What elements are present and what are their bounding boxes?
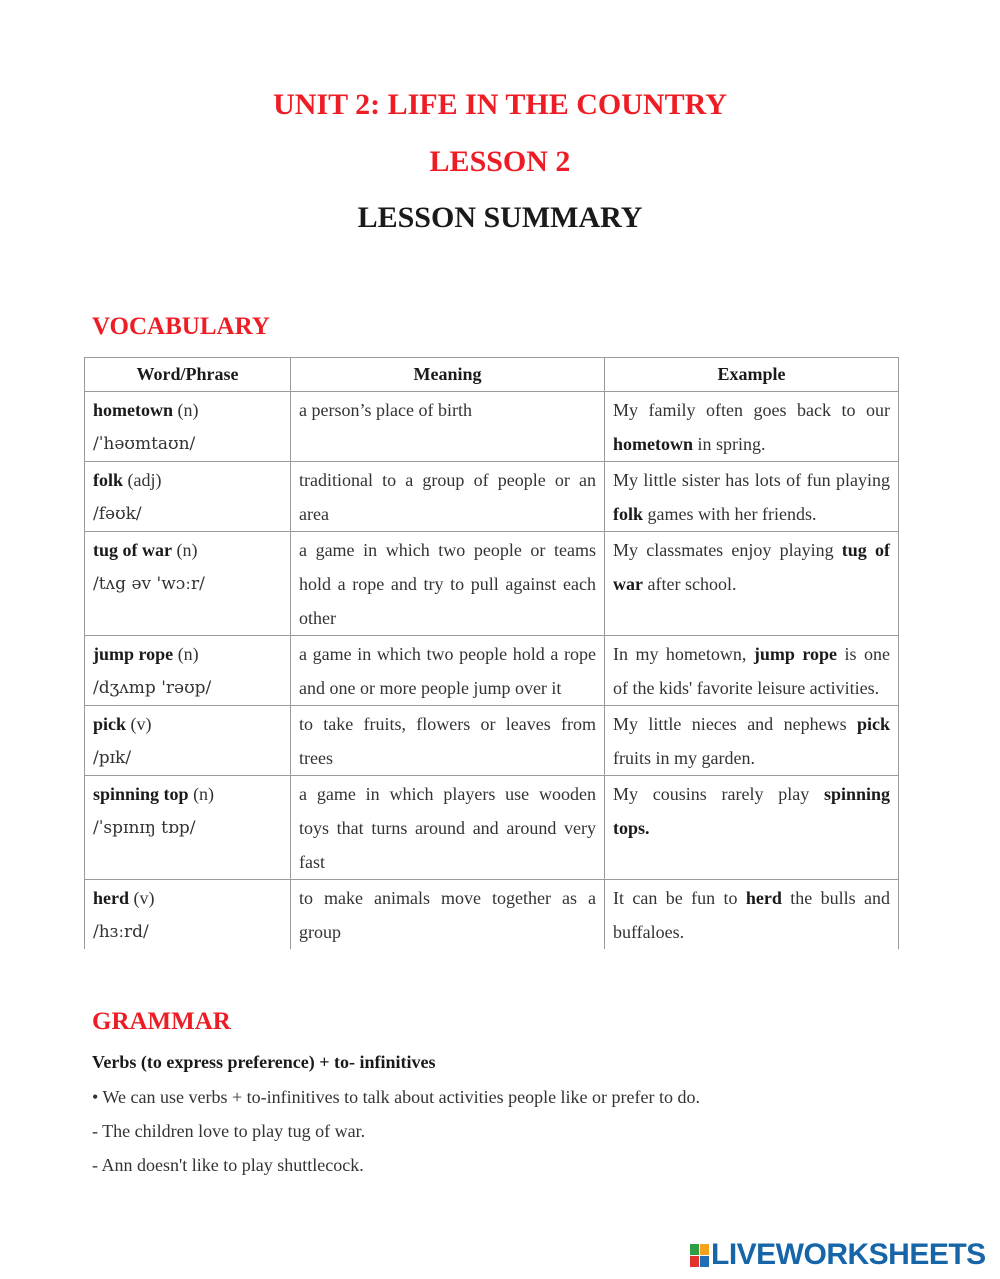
liveworksheets-logo <box>690 1238 986 1272</box>
lesson-title: LESSON 2 <box>429 145 571 178</box>
meaning-cell: traditional to a group of people or an area <box>291 462 605 532</box>
example-cell <box>605 706 899 776</box>
example-text: fruits in my garden. <box>613 748 755 768</box>
meaning-cell: a game in which players use wooden toys that turns around and around very fast <box>291 776 605 880</box>
word-cell <box>85 706 291 776</box>
example-cell <box>605 880 899 950</box>
liveworksheets-icon <box>690 1244 709 1267</box>
word-cell <box>85 392 291 462</box>
word-cell <box>85 462 291 532</box>
column-header-word: Word/Phrase <box>85 358 291 392</box>
example-highlight: jump rope <box>753 644 838 664</box>
column-header-example: Example <box>605 358 899 392</box>
example-highlight: herd <box>745 888 782 908</box>
example-text: games with her friends. <box>643 504 817 524</box>
part-of-speech: (v) <box>133 888 155 908</box>
meaning-cell: to take fruits, flowers or leaves from trees <box>291 706 605 776</box>
word-cell <box>85 636 291 706</box>
part-of-speech: (v) <box>130 714 152 734</box>
grammar-rule: • We can use verbs + to-infinitives to talk about activities people like or prefer to do. <box>92 1087 701 1107</box>
example-text: is one of the kids' favorite leisure activities. <box>613 644 890 698</box>
ipa-transcription: /ˈhəʊmtaʊn/ <box>93 434 196 454</box>
table-row <box>85 392 899 462</box>
word-cell <box>85 532 291 636</box>
ipa-transcription: /ˈspɪnɪŋ tɒp/ <box>93 818 196 838</box>
part-of-speech: (adj) <box>127 470 162 490</box>
grammar-example-2: - Ann doesn't like to play shuttlecock. <box>92 1155 364 1175</box>
vocabulary-table <box>84 357 899 949</box>
word: spinning top <box>93 784 189 804</box>
grammar-subheading: Verbs (to express preference) + to- infinitives <box>92 1052 436 1072</box>
ipa-transcription: /pɪk/ <box>93 748 132 768</box>
example-highlight: hometown <box>613 434 693 454</box>
meaning-cell: a person’s place of birth <box>291 392 605 462</box>
vocabulary-heading: VOCABULARY <box>92 313 270 340</box>
table-row <box>85 636 899 706</box>
example-cell <box>605 636 899 706</box>
table-row <box>85 706 899 776</box>
example-text: after school. <box>643 574 737 594</box>
word: jump rope <box>93 644 174 664</box>
word: herd <box>93 888 129 908</box>
table-header-row <box>85 358 899 392</box>
ipa-transcription: /hɜːrd/ <box>93 922 149 942</box>
example-text: It can be fun to <box>613 888 746 908</box>
example-highlight: folk <box>613 504 644 524</box>
table-row <box>85 776 899 880</box>
meaning-cell: a game in which two people or teams hold a rope and try to pull against each other <box>291 532 605 636</box>
example-text: My little nieces and nephews <box>613 714 857 734</box>
logo-text: LIVEWORKSHEETS <box>711 1238 986 1271</box>
word: hometown <box>93 400 173 420</box>
word: tug of war <box>93 540 172 560</box>
logo-square <box>700 1244 709 1255</box>
part-of-speech: (n) <box>177 644 199 664</box>
unit-title: UNIT 2: LIFE IN THE COUNTRY <box>273 88 727 121</box>
example-text: My family often goes back to our <box>613 400 890 420</box>
ipa-transcription: /dʒʌmp 'rəʊp/ <box>93 678 212 698</box>
logo-square <box>690 1244 699 1255</box>
logo-square <box>700 1256 709 1267</box>
example-cell <box>605 532 899 636</box>
example-cell <box>605 462 899 532</box>
grammar-example-1: - The children love to play tug of war. <box>92 1121 366 1141</box>
example-highlight: pick <box>856 714 890 734</box>
example-text: My cousins rarely play <box>613 784 824 804</box>
example-highlight: tug of war <box>613 540 891 594</box>
logo-square <box>690 1256 699 1267</box>
table-row <box>85 462 899 532</box>
summary-title: LESSON SUMMARY <box>357 201 643 234</box>
column-header-meaning: Meaning <box>291 358 605 392</box>
meaning-cell: a game in which two people hold a rope and one or more people jump over it <box>291 636 605 706</box>
ipa-transcription: /tʌg əv 'wɔːr/ <box>93 574 205 594</box>
example-cell <box>605 776 899 880</box>
example-text: in spring. <box>693 434 766 454</box>
table-row <box>85 532 899 636</box>
example-highlight: spinning tops. <box>613 784 890 838</box>
part-of-speech: (n) <box>176 540 198 560</box>
example-text: My classmates enjoy playing <box>613 540 842 560</box>
word-cell <box>85 776 291 880</box>
grammar-heading: GRAMMAR <box>92 1008 231 1035</box>
example-text: My little sister has lots of fun playing <box>613 470 890 490</box>
example-text: In my hometown, <box>613 644 754 664</box>
example-cell <box>605 392 899 462</box>
example-text: the bulls and buffaloes. <box>613 888 890 942</box>
meaning-cell: to make animals move together as a group <box>291 880 605 950</box>
table-row <box>85 880 899 950</box>
ipa-transcription: /fəʊk/ <box>93 504 142 524</box>
word: folk <box>93 470 124 490</box>
word-cell <box>85 880 291 950</box>
part-of-speech: (n) <box>177 400 199 420</box>
word: pick <box>93 714 127 734</box>
part-of-speech: (n) <box>193 784 215 804</box>
